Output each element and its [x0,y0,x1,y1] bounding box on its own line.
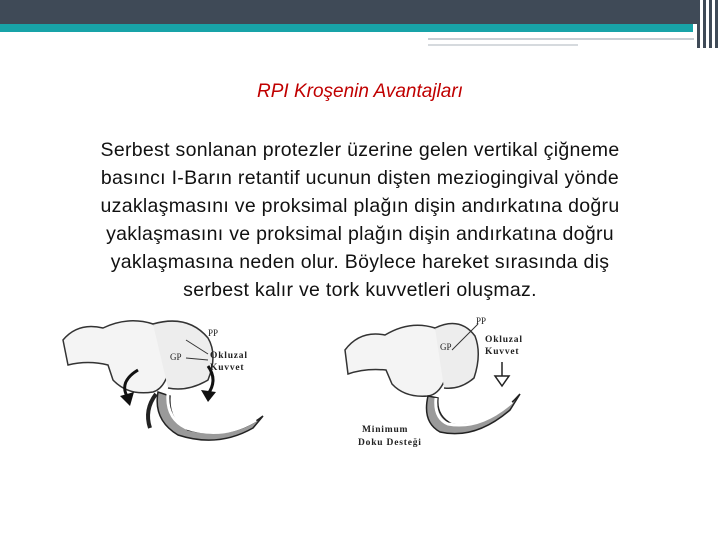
body-line: serbest kalır ve tork kuvvetleri oluşmaz. [183,279,537,301]
pp-label: PP [476,316,487,326]
minimum-support-label-2: Doku Desteği [358,438,422,448]
rpi-clasp-illustration-right [340,310,540,460]
gp-label: GP [170,352,182,362]
occlusal-force-label: Okluzal [210,351,248,361]
occlusal-force-label-2: Kuvvet [210,363,245,373]
body-line: yaklaşmasını ve proksimal plağın dişin andırkatına doğru [106,223,614,245]
header-accent-rule [0,24,693,32]
body-line: basıncı I-Barın retantif ucunun dişten meziogingival yönde [100,167,620,189]
header-bar [0,0,720,24]
slide-body-text [40,136,680,304]
rpi-clasp-illustration-left [58,310,278,460]
gp-label: GP [440,342,452,352]
slide-title: RPI Kroşenin Avantajları [257,81,463,102]
decorative-line [428,38,694,40]
corner-stripes [697,0,720,48]
decorative-line-short [428,44,578,46]
body-line: Serbest sonlanan protezler üzerine gelen vertikal çiğneme [100,139,620,161]
body-line: yaklaşmasına neden olur. Böylece hareket sırasında diş [110,251,610,273]
pp-label: PP [208,328,219,338]
occlusal-force-label-2: Kuvvet [485,347,520,357]
occlusal-force-label: Okluzal [485,335,523,345]
body-line: uzaklaşmasını ve proksimal plağın dişin andırkatına doğru [100,195,620,217]
minimum-support-label: Minimum [362,425,409,435]
